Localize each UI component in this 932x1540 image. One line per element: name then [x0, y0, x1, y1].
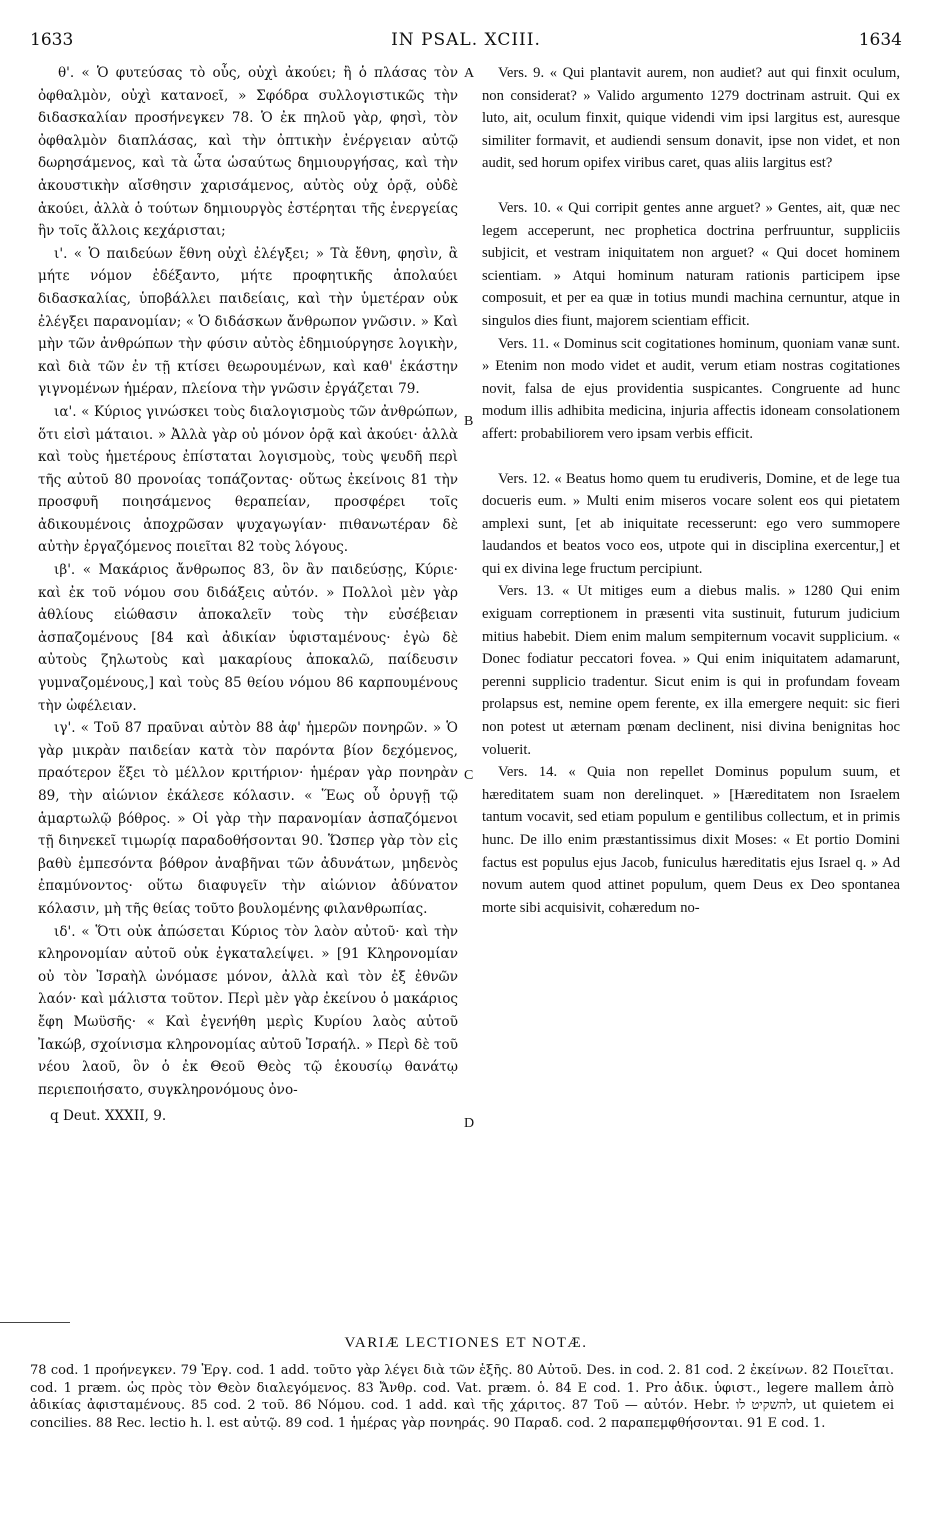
greek-column	[38, 62, 458, 1142]
paragraph-gap	[482, 175, 900, 197]
greek-paragraph-verse-14: ιδ'. « Ὅτι οὐκ ἀπώσεται Κύριος τὸν λαὸν αὐτοῦ· καὶ τὴν κληρονομίαν αὐτοῦ οὐκ ἐγκαταλείψει. » [91 Κληρονομίαν οὐ τὸν Ἰσραὴλ ὠνόμασε μόνον, ἀλλὰ καὶ τὸν ἐξ ἐθνῶν λαόν· καὶ μάλιστα τοῦτον. Περὶ μὲν γὰρ ἐκείνου ὁ μακάριος ἔφη Μωϋσῆς· « Καὶ ἐγενήθη μερὶς Κυρίου λαὸς αὐτοῦ Ἰακώβ, σχοίνισμα κληρονομίας αὐτοῦ Ἰσραήλ. » Περὶ δὲ τοῦ νέου λαοῦ, ὃν ὁ ἐκ Θεοῦ Θεὸς τῷ ἑκουσίῳ θανάτῳ περιεποιήσατο, συγκληρονόμους ὀνο-	[38, 923, 458, 1098]
page-number-right: 1634	[858, 30, 902, 50]
margin-letter-d: D	[464, 1116, 475, 1131]
latin-paragraph-verse-9: Vers. 9. « Qui plantavit aurem, non audiet? aut qui finxit oculum, non considerat? » Valido argumento 1279 doctrinam astruit. Qui ex luto, ait, oculum finxit, quique videndi vim ipsi largitus est, auresque similiter formavit, et audiendi sensum donavit, ipse non videt, et non audit, sed horum opifex viribus caret, quas aliis largitus est?	[482, 65, 900, 172]
latin-paragraph-verse-12: Vers. 12. « Beatus homo quem tu erudiveris, Domine, et de lege tua docueris eum. » Multi enim miseros vocare solent eos qui pietatem amplexi sunt, [et ab iniquitate recesserunt: ego vero summopere laudandos et beatos voco eos, utpote qui in disciplina exercentur,] et qui ex divina lege fructum percipiunt.	[482, 470, 900, 577]
latin-paragraph-verse-13: Vers. 13. « Ut mitiges eum a diebus malis. » 1280 Qui enim exiguam correptionem in præsenti vita sustinuit, futurum judicium mitius habebit. Diem enim malum sempiternum vocavit supplicium. « Donec fodiatur peccatori fovea. » Qui enim iniquitatem adamarunt, perenni supplicio tradentur. Sicut enim is qui in profundam foveam prolapsus est, nemine opem ferente, ex illa emergere nequit: sic fieri non potest ut æternam pœnam declinent, nisi divina benignitas hoc voluerit.	[482, 583, 900, 758]
running-title: IN PSAL. XCIII.	[391, 30, 541, 50]
greek-paragraph-verse-10: ι'. « Ὁ παιδεύων ἔθνη οὐχὶ ἐλέγξει; » Τὰ ἔθνη, φησὶν, ἃ μήτε νόμον ἐδέξαντο, μήτε προφητικῆς ἀπολαύει διδασκαλίας, ὑποβάλλει παιδείαις, καὶ τὴν ὑμετέραν οὐκ ἐλέγξει παρανομίαν; « Ὁ διδάσκων ἄνθρωπον γνῶσιν. » Καὶ μὴν τῶν ἀνθρώπων τὴν φύσιν αὐτὸς ἐδημιούργησε λογικὴν, καὶ διὰ τῶν ἐν τῇ κτίσει θεωρουμένων, καὶ καθ' ἑκάστην γιγνομένων ἡμέραν, πλείονα τὴν γνῶσιν ἐργάζεται 79.	[38, 245, 458, 398]
greek-column-footnote: q Deut. XXXII, 9.	[50, 1108, 167, 1125]
page-number-left: 1633	[30, 30, 74, 50]
latin-paragraph-verse-11: Vers. 11. « Dominus scit cogitationes hominum, quoniam vanæ sunt. » Etenim non modo videt et audit, verum etiam nostras cogitationes novit, falsa de ejus providentia suspicantes. Congruente ad hunc modum illis adhibita medicina, injuria affectis idoneam consolationem affert: probabiliorem vero ipsam verbis efficit.	[482, 335, 900, 442]
notes-separator-rule	[0, 1322, 70, 1323]
notes-title: VARIÆ LECTIONES ET NOTÆ.	[344, 1335, 588, 1351]
greek-paragraph-verse-11: ια'. « Κύριος γινώσκει τοὺς διαλογισμοὺς τῶν ἀνθρώπων, ὅτι εἰσὶ μάταιοι. » Ἀλλὰ γὰρ οὐ μόνον ὁρᾷ καὶ ἀκούει· ἀλλὰ καὶ τοὺς ἡμετέρους ἐπίσταται λογισμοὺς, τοὺς ψευδῆ περὶ τῆς αὐτοῦ 80 προνοίας τοπάζοντας· οὕτως ἐκείνοις 81 τὴν προσφυῆ ποιησάμενος θεραπείαν, προσφέρει τοῖς ἀδικουμένοις ἀποχρῶσαν ψυχαγωγίαν· πιθανωτέραν δὲ αὐτὴν ἐργαζόμενος ποιεῖται 82 τοὺς λόγους.	[38, 403, 458, 556]
margin-letter-b: B	[464, 414, 474, 429]
latin-paragraph-verse-10: Vers. 10. « Qui corripit gentes anne arguet? » Gentes, ait, quæ nec legem acceperunt, nec prophetica doctrina perfruuntur, suppliciis subjicit, et vestram iniquitatem non arguet? « Qui docet hominem scientiam. » Atqui hominum naturam rationis participem ipse composuit, et per ea quæ in totius mundi machina cernuntur, atque in singulos dies fiunt, majorem scientiam efficit.	[482, 199, 900, 329]
latin-paragraph-verse-14: Vers. 14. « Quia non repellet Dominus populum suum, et hæreditatem suam non derelinquet. » [Hæreditatem non Israelem tantum vocavit, sed etiam populum e gentilibus collectum, et in primis hunc. De illo enim præstantissimus dixit Moses: « Et portio Domini factus est populus ejus Jacob, funiculus hæreditatis ejus Israel q. » Ad novum autem quod attinet populum, quem Deus ex Deo spontanea morte sibi acquisivit, cohæredum no-	[482, 764, 900, 916]
greek-paragraph-verse-12: ιβ'. « Μακάριος ἄνθρωπος 83, ὃν ἂν παιδεύσῃς, Κύριε· καὶ ἐκ τοῦ νόμου σου διδάξεις αὐτόν. » Πολλοὶ μὲν γὰρ ἀθλίους εἰώθασιν ἀποκαλεῖν τοὺς τὴν εὐσέβειαν ἀσπαζομένους [84 καὶ ἀδικίαν ὑφισταμένους· ἐγὼ δὲ αὐτοὺς ζηλωτοὺς καὶ μακαρίους ἀποκαλῶ, παίδευσιν γυμναζομένους,] καὶ τοὺς 85 θείου νόμου 86 καρπουμένους τὴν ὠφέλειαν.	[38, 562, 458, 714]
greek-paragraph-verse-9: θ'. « Ὁ φυτεύσας τὸ οὖς, οὐχὶ ἀκούει; ἢ ὁ πλάσας τὸν ὀφθαλμὸν, οὐχὶ κατανοεῖ, » Σφόδρα συλλογιστικῶς τὴν διδασκαλίαν προσήνεγκεν 78. Ὁ ἐκ πηλοῦ γὰρ, φησὶ, τὸν ὀφθαλμὸν διαπλάσας, καὶ τὴν ὀπτικὴν ἐνέργειαν αὐτῷ δωρησάμενος, καὶ τὰ ὦτα ὡσαύτως δημιουργήσας, καὶ τὴν ἀκουστικὴν αἴσθησιν χαρισάμενος, αὐτὸς οὐχ ὁρᾷ, οὐδὲ ἀκούει, ἀλλὰ ὁ τούτων δημιουργὸς ἐστέρηται τῆς ἐνεργείας ἣν τοῖς ἄλλοις κεχάρισται;	[38, 65, 458, 240]
paragraph-gap	[482, 446, 900, 468]
notes-text: 78 cod. 1 προήνεγκεν. 79 Ἐργ. cod. 1 add. τοῦτο γὰρ λέγει διὰ τῶν ἑξῆς. 80 Αὐτοῦ. Des. in cod. 2. 81 cod. 2 ἐκείνων. 82 Ποιεῖται. cod. 1 præm. ὡς πρὸς τὸν Θεὸν διαλεγόμενος. 83 Ἄνθρ. cod. Vat. præm. ὁ. 84 E cod. 1. Pro ἀδικ. ὑφιστ., legere mallem ἀπὸ ἀδικίας ἀφισταμένους. 85 cod. 2 τοῦ. 86 Νόμου. cod. 1 add. καὶ τῆς χάριτος. 87 Τοῦ — αὐτόν. Hebr. להשקיט לו, ut quietem ei concilies. 88 Rec. lectio h. l. est αὐτῷ. 89 cod. 1 ἡμέρας γὰρ πονηράς. 90 Παραδ. cod. 2 παραπεμφθήσονται. 91 E cod. 1.	[30, 1363, 894, 1431]
margin-letter-c: C	[464, 768, 474, 783]
variant-readings-notes	[30, 1362, 894, 1432]
margin-letter-a: A	[464, 66, 475, 81]
greek-paragraph-verse-13: ιγ'. « Τοῦ 87 πραῦναι αὐτὸν 88 ἀφ' ἡμερῶν πονηρῶν. » Ὁ γὰρ μικρὰν παιδείαν κατὰ τὸν παρόντα βίον δεχόμενος, πραότερον ἕξει τὸ μέλλον κριτήριον· ἡμέραν γὰρ πονηρὰν 89, τὴν αἰώνιον ἐκάλεσε κόλασιν. « Ἕως οὗ ὀρυγῇ τῷ ἁμαρτωλῷ βόθρος. » Οἱ γὰρ τὴν παρανομίαν ἀσπαζόμενοι τῇ διηνεκεῖ τιμωρίᾳ παραδοθήσονται 90. Ὥσπερ γὰρ τὸν εἰς βαθὺ ἐμπεσόντα βόθρον ἀναβῆναι τῶν ἀδυνάτων, μηδενὸς ἐπαμύνοντος· οὕτω διαφυγεῖν τὴν αἰώνιον ἀδύνατον κόλασιν, μὴ τῆς θείας τοῦτο βουλομένης φιλανθρωπίας.	[38, 720, 458, 917]
latin-column	[482, 62, 900, 919]
page-header	[30, 30, 902, 52]
